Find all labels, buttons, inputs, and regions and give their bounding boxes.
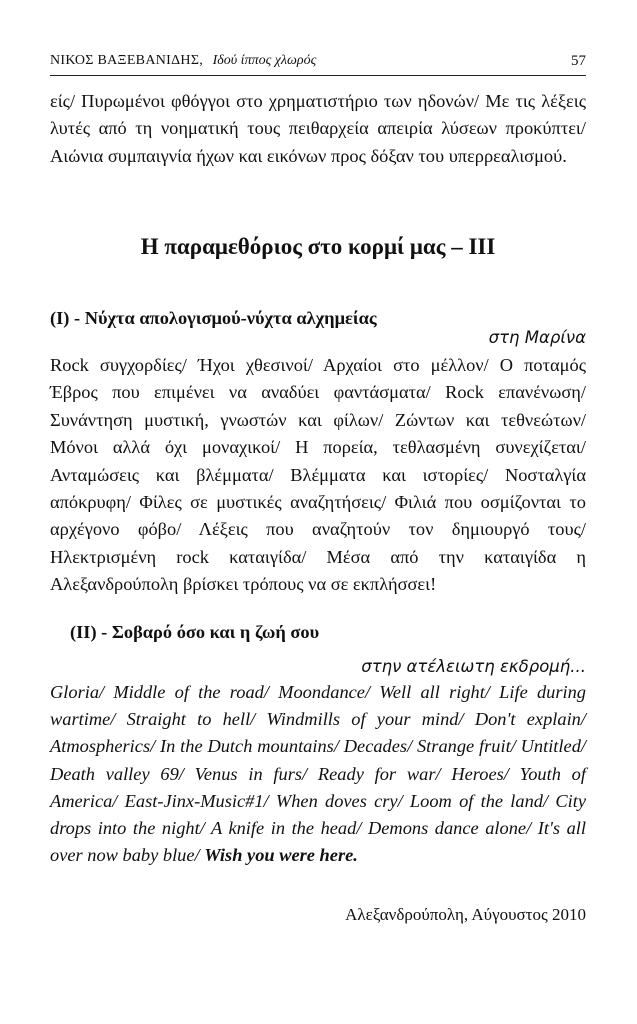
part-one-title: (Ι) - Νύχτα απολογισμού-νύχτα αλχημείας — [50, 308, 377, 328]
song-list-paragraph — [50, 679, 586, 869]
running-head-book-title: Ιδού ίππος χλωρός — [212, 53, 317, 68]
part-two-title: (ΙΙ) - Σοβαρό όσο και η ζωή σου — [70, 622, 320, 642]
section-heading: Η παραμεθόριος στο κορμί μας – III — [140, 234, 496, 259]
part-one-dedication: στη Μαρίνα — [488, 328, 586, 347]
part-one-text: Rock συγχορδίες/ Ήχοι χθεσινοί/ Αρχαίοι στο μέλλον/ Ο ποταμός Έβρος που επιμένει να αναδύει φαντάσματα/ Rock επανένωση/ Συνάντηση μυστική, γνωστών και φίλων/ Ζώντων και τεθνεώτων/ Μόνοι αλλά όχι μοναχικοί/ Η πορεία, τεθλασμένη συνεχίζεται/ Ανταμώσεις και βλέμματα/ Βλέμματα και ιστορίες/ Νοσταλγία απόκρυφη/ Φίλες σε μυστικές αναζητήσεις/ Φιλιά που οσμίζονται το αρχέγονο φόβο/ Λέξεις που αναζητούν τον δημιουργό τους/ Ηλεκτρισμένη rock καταιγίδα/ Μέσα από την καταιγίδα η Αλεξανδρούπολη βρίσκει τρόπους να σε εκπλήσσει! — [50, 355, 586, 595]
song-list: Gloria/ Middle of the road/ Moondance/ Well all right/ Life during wartime/ Straight to hell/ Windmills of your mind/ Don't explain/ Atmospherics/ In the Dutch mountains/ Decades/ Strange fruit/ Untitled/ Death valley 69/ Venus in furs/ Ready for war/ Heroes/ Youth of America/ East-Jinx-Music#1/ When doves cry/ Loom of the land/ City drops into the night/ A knife in the head/ Demons dance alone/ It's all over now baby blue/ — [50, 682, 586, 866]
header-rule — [50, 75, 586, 76]
running-head — [50, 53, 586, 69]
place-date-signature: Αλεξανδρούπολη, Αύγουστος 2010 — [345, 905, 586, 924]
page-number: 57 — [571, 53, 586, 69]
running-head-author: ΝΙΚΟΣ ΒΑΞΕΒΑΝΙΔΗΣ, — [50, 53, 204, 68]
part-two-dedication: στην ατέλειωτη εκδρομή... — [361, 657, 586, 676]
intro-paragraph: είς/ Πυρωμένοι φθόγγοι στο χρηματιστήριο των ηδονών/ Με τις λέξεις λυτές από τη νοηματική τους πειθαρχεία απειρία λύσεων προκύπτει/ Αιώνια συμπαιγνία ήχων και εικόνων προς δόξαν του υπερρεαλισμού. — [50, 91, 586, 166]
final-song: Wish you were here. — [204, 845, 358, 866]
